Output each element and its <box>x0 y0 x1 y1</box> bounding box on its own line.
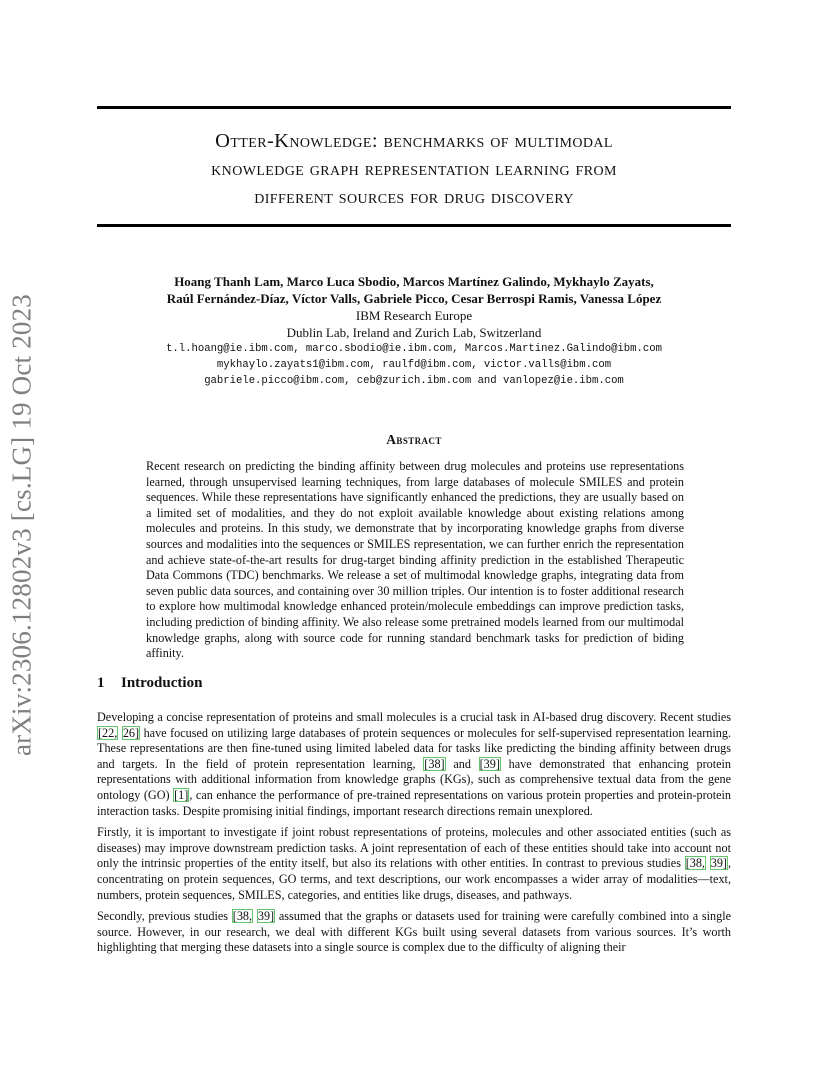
paragraph-text: have focused on utilizing large databases of protein sequences or molecules for self-supervised representation learning. These representations are then fine-tuned using limited labeled data for tasks like predicting the binding affinity between drugs and targets. In the field of protein representation learning, <box>97 725 731 771</box>
author-names: Hoang Thanh Lam, Marco Luca Sbodio, Marcos Martínez Galindo, Mykhaylo Zayats, <box>174 274 654 289</box>
affiliation: IBM Research Europe <box>355 308 473 323</box>
paragraph <box>97 909 731 956</box>
paragraph-text: Firstly, it is important to investigate if joint robust representations of proteins, molecules and other associated entities (such as diseases) may improve downstream prediction tasks. A joint representation of each of these entities should take into account not only the intrinsic properties of the entity itself, but also its relations with other entities. In contrast to previous studies <box>97 825 731 871</box>
paragraph-text: Developing a concise representation of proteins and small molecules is a crucial task in AI-based drug discovery. Recent studies <box>97 710 731 724</box>
paragraph-text: assumed that the graphs or datasets used for training were carefully combined into a single source. However, in our research, we deal with different KGs built using several datasets from various sources. It’s worth highlighting that merging these datasets into a single source is complex due to the difficulty of aligning their <box>97 909 732 955</box>
paragraph <box>97 710 731 819</box>
paragraph-text: , concentrating on protein sequences, GO terms, and text descriptions, our work encompasses a wider array of modalities—text, numbers, protein sequences, SMILES, categories, and entities like drugs, diseases, and pathways. <box>97 856 732 902</box>
paragraph-text: have demonstrated that enhancing protein representations with additional information from knowledge graphs (KGs), such as comprehensive textual data from the gene ontology (GO) <box>97 756 731 802</box>
paragraph-text: Secondly, previous studies <box>97 909 232 924</box>
citation-link[interactable]: 26] <box>122 725 140 740</box>
citation-link[interactable]: [1] <box>174 787 189 802</box>
title-line: different sources for drug discovery <box>254 186 574 208</box>
abstract-text: Recent research on predicting the binding affinity between drug molecules and proteins use representations learned, through unsupervised learning techniques, from large databases of molecule SMILES and protein sequences. While these representations have significantly enhanced the predictions, they are usually based on a limited set of modalities, and they do not exploit available knowledge about existing relations among molecules and proteins. In this study, we demonstrate that by incorporating knowledge graphs from diverse sources and modalities into the sequences or SMILES representation, we can further enrich the representation and achieve state-of-the-art results for drug-target binding affinity prediction in the established Therapeutic Data Commons (TDC) benchmarks. We release a set of multimodal knowledge graphs, integrating data from seven public data sources, and containing over 30 million triples. Our intention is to foster additional research to explore how multimodal knowledge enhanced protein/molecule embeddings can improve prediction tasks, including prediction of binding affinity. We also release some pretrained models learned from our multimodal knowledge graphs, along with source code for running standard benchmark tasks for prediction of biding affinity. <box>146 459 684 661</box>
paragraph-text: and <box>445 756 479 771</box>
introduction-body <box>97 710 731 962</box>
section-number: 1 <box>97 675 105 691</box>
title-rule-top <box>97 106 731 109</box>
title-line: knowledge graph representation learning from <box>211 158 617 180</box>
title-line: Otter-Knowledge: benchmarks of multimodal <box>215 130 613 152</box>
email-list: gabriele.picco@ibm.com, ceb@zurich.ibm.com and vanlopez@ie.ibm.com <box>204 375 624 387</box>
paragraph <box>97 825 731 903</box>
citation-link[interactable]: [22, <box>98 725 118 740</box>
abstract-heading: Abstract <box>386 432 442 447</box>
section-heading <box>97 675 202 692</box>
paragraph-text: , can enhance the performance of pre-trained representations on various protein properties and protein-protein interaction tasks. Despite promising initial findings, important research directions remain unexplored. <box>97 787 731 818</box>
citation-link[interactable]: [38, <box>232 909 253 924</box>
citation-link[interactable]: 39] <box>710 856 727 871</box>
citation-link[interactable]: [38] <box>424 756 445 771</box>
paper-title <box>97 127 731 211</box>
author-block <box>97 273 731 389</box>
title-rule-bottom <box>97 224 731 227</box>
section-title: Introduction <box>121 675 203 691</box>
affiliation: Dublin Lab, Ireland and Zurich Lab, Switzerland <box>286 325 542 340</box>
citation-link[interactable]: [38, <box>685 856 705 871</box>
citation-link[interactable]: 39] <box>257 909 275 924</box>
author-names: Raúl Fernández-Díaz, Víctor Valls, Gabriele Picco, Cesar Berrospi Ramis, Vanessa López <box>166 291 662 306</box>
email-list: t.l.hoang@ie.ibm.com, marco.sbodio@ie.ibm.com, Marcos.Martinez.Galindo@ibm.com <box>166 343 662 355</box>
citation-link[interactable]: [39] <box>479 756 500 771</box>
email-list: mykhaylo.zayats1@ibm.com, raulfd@ibm.com, victor.valls@ibm.com <box>216 359 612 371</box>
arxiv-identifier: arXiv:2306.12802v3 [cs.LG] 19 Oct 2023 <box>6 293 37 757</box>
